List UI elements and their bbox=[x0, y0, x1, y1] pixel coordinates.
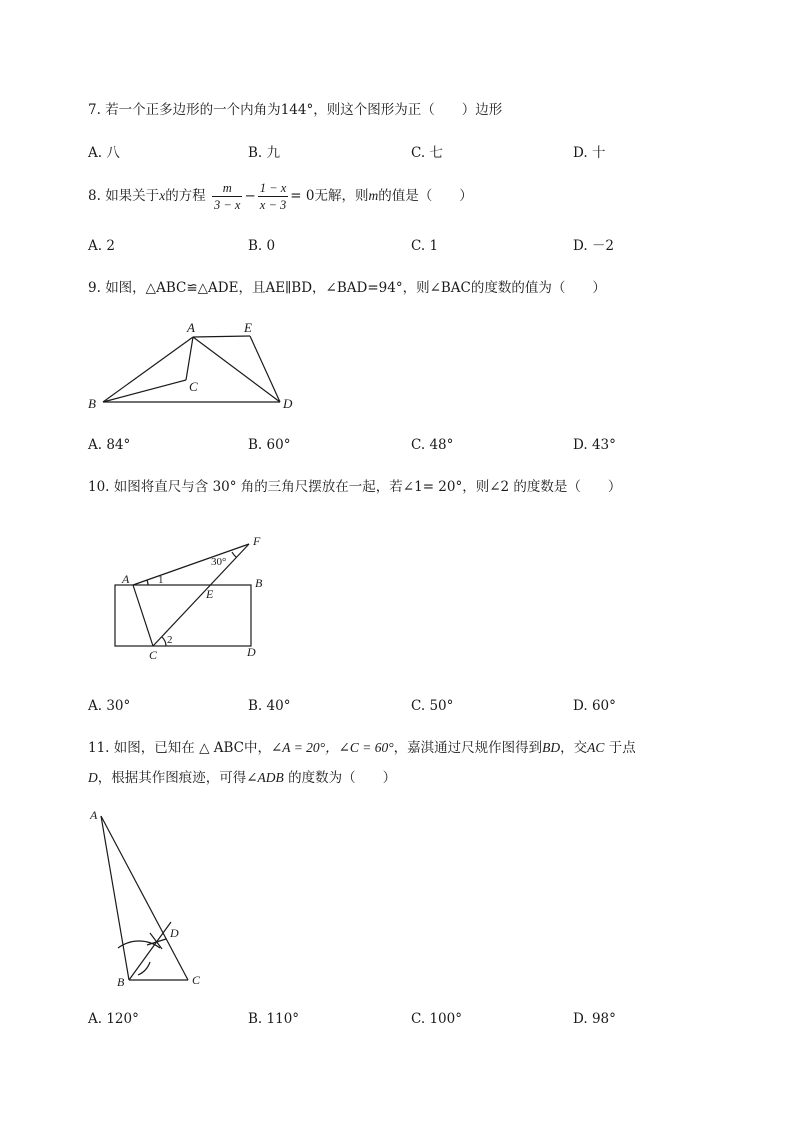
q9-label-d: D bbox=[283, 396, 293, 411]
q10-option-d[interactable]: D. 60° bbox=[573, 698, 616, 714]
q8-fraction-2: $\frac{1 - x}{x - 3}$ bbox=[259, 181, 287, 212]
q8-stem: 8. 如果关于x的方程 $\frac{m}{3 - x}$ − $\frac{1 - x}{x - 3}$ = 0无解，则m的值是（ ） bbox=[88, 181, 473, 212]
q8-fraction-1: $\frac{m}{3 - x}$ bbox=[213, 181, 241, 212]
q10-label-angle30: 30° bbox=[211, 556, 227, 568]
q9-option-c[interactable]: C. 48° bbox=[411, 437, 454, 453]
q8-option-c[interactable]: C. 1 bbox=[411, 238, 439, 254]
q10-label-angle2: 2 bbox=[167, 634, 173, 646]
q9-option-a[interactable]: A. 84° bbox=[88, 437, 131, 453]
q11-option-a[interactable]: A. 120° bbox=[88, 1011, 139, 1027]
q8-option-d[interactable]: D. －2 bbox=[573, 238, 615, 254]
q11-construction-arc-3 bbox=[138, 962, 150, 975]
q11-label-b: B bbox=[117, 975, 125, 989]
q9-label-c: C bbox=[189, 379, 198, 394]
q9-option-d[interactable]: D. 43° bbox=[573, 437, 616, 453]
q7-angle: 144° bbox=[280, 102, 314, 118]
q10-label-f: F bbox=[253, 534, 261, 548]
q8-option-b[interactable]: B. 0 bbox=[248, 238, 276, 254]
q9-label-a: A bbox=[187, 320, 195, 335]
q11-number: 11. bbox=[88, 740, 110, 756]
q8-option-a[interactable]: A. 2 bbox=[88, 238, 115, 254]
q11-segment-ab bbox=[101, 816, 129, 980]
q10-option-b[interactable]: B. 40° bbox=[248, 698, 291, 714]
q9-option-b[interactable]: B. 60° bbox=[248, 437, 291, 453]
q11-label-a: A bbox=[90, 808, 98, 822]
q10-label-c: C bbox=[149, 648, 158, 662]
q11-stem-line2: D，根据其作图痕迹，可得∠ADB 的度数为（ ） bbox=[88, 770, 397, 786]
q11-segment-bd bbox=[129, 922, 171, 980]
q10-number: 10. bbox=[88, 479, 110, 495]
q11-segment-ac bbox=[101, 816, 188, 980]
q7-option-d[interactable]: D. 十 bbox=[573, 145, 606, 161]
q10-label-e: E bbox=[206, 587, 214, 601]
q9-number: 9. bbox=[88, 280, 101, 296]
q7-option-b[interactable]: B. 九 bbox=[248, 145, 281, 161]
q11-stem-line1: 11. 如图，已知在 △ ABC中，∠A = 20°，∠C = 60°，嘉淇通过尺规作图得到BD，交AC 于点 bbox=[88, 740, 636, 756]
q7-text-before: 若一个正多边形的一个内角为 bbox=[105, 102, 281, 118]
q9-label-e: E bbox=[244, 320, 252, 335]
q10-label-angle1: 1 bbox=[158, 574, 164, 586]
q11-option-b[interactable]: B. 110° bbox=[248, 1011, 300, 1027]
q7-number: 7. bbox=[88, 102, 101, 118]
q9-label-b: B bbox=[88, 396, 96, 411]
q7-option-a[interactable]: A. 八 bbox=[88, 145, 120, 161]
q9-text: 如图，△ABC≌△ADE，且AE∥BD，∠BAD=94°，则∠BAC的度数的值为（ ） bbox=[105, 280, 606, 296]
q8-var-m: m bbox=[368, 188, 379, 203]
q8-number: 8. bbox=[88, 188, 101, 204]
q10-text: 如图将直尺与含 30° 角的三角尺摆放在一起，若∠1= 20°，则∠2 的度数是（ ） bbox=[113, 479, 622, 495]
q10-label-a: A bbox=[122, 572, 130, 586]
q7-text-after: ，则这个图形为正（ ）边形 bbox=[313, 102, 503, 118]
q10-label-d: D bbox=[247, 645, 256, 659]
q11-label-d: D bbox=[170, 926, 179, 940]
q11-option-c[interactable]: C. 100° bbox=[411, 1011, 462, 1027]
q11-construction-arc-2 bbox=[147, 939, 166, 945]
q11-construction-arc-b bbox=[118, 941, 160, 948]
q7-option-c[interactable]: C. 七 bbox=[411, 145, 443, 161]
q10-label-b: B bbox=[255, 576, 263, 590]
q10-option-a[interactable]: A. 30° bbox=[88, 698, 131, 714]
q10-option-c[interactable]: C. 50° bbox=[411, 698, 454, 714]
q11-label-c: C bbox=[192, 973, 201, 987]
q8-var-x: x bbox=[159, 188, 166, 203]
q11-option-d[interactable]: D. 98° bbox=[573, 1011, 616, 1027]
